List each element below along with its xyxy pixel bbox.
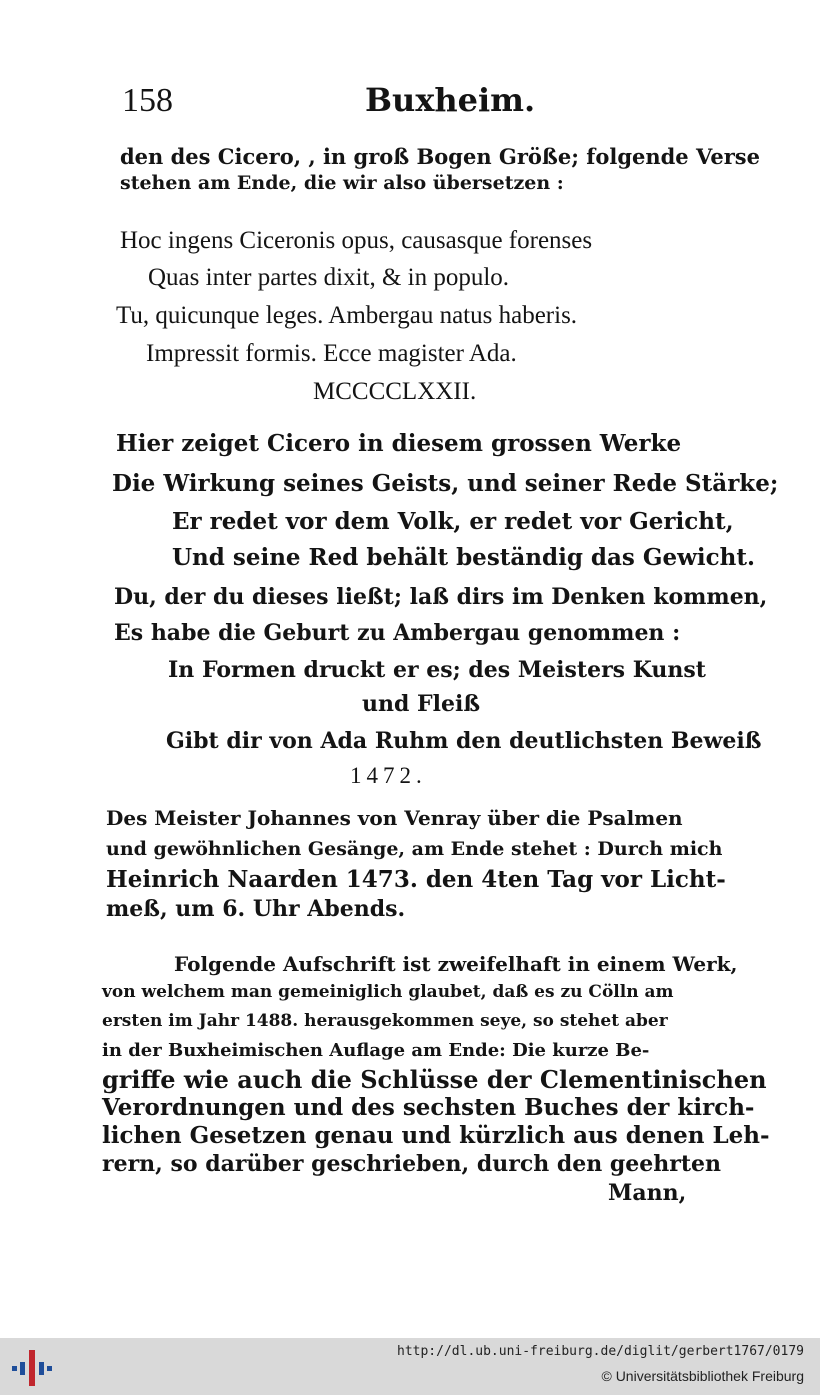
paragraph-1-line-4: meß, um 6. Uhr Abends.: [106, 896, 406, 922]
permalink-url[interactable]: http://dl.ub.uni-freiburg.de/diglit/gerbert1767/0179: [397, 1344, 804, 1359]
paragraph-2-line-2: von welchem man gemeiniglich glaubet, daß es zu Cölln am: [102, 982, 674, 1002]
latin-verse-line-1: Hoc ingens Ciceronis opus, causasque forenses: [120, 227, 593, 254]
ub-freiburg-logo-icon: [12, 1350, 52, 1386]
german-verse-line-8: und Fleiß: [362, 691, 481, 717]
intro-line-1: den des Cicero, , in groß Bogen Größe; folgende Verse: [120, 144, 760, 169]
paragraph-2-line-9: Mann,: [608, 1180, 687, 1206]
page-number: 158: [122, 82, 173, 119]
german-verse-line-2: Die Wirkung seines Geists, und seiner Rede Stärke;: [112, 470, 779, 497]
german-verse-line-6: Es habe die Geburt zu Ambergau genommen :: [114, 620, 681, 646]
paragraph-2-line-4: in der Buxheimischen Auflage am Ende: Die kurze Be-: [102, 1040, 650, 1061]
latin-verse-year: MCCCCLXXII.: [313, 378, 477, 405]
intro-line-2: stehen am Ende, die wir also übersetzen :: [120, 172, 564, 194]
german-verse-year: 1472.: [350, 763, 427, 788]
library-footer-bar: [0, 1338, 820, 1395]
german-verse-line-4: Und seine Red behält beständig das Gewicht.: [172, 544, 756, 571]
paragraph-2-line-3: ersten im Jahr 1488. herausgekommen seye, so stehet aber: [102, 1011, 668, 1031]
latin-verse-line-4: Impressit formis. Ecce magister Ada.: [146, 340, 517, 367]
latin-verse-line-3: Tu, quicunque leges. Ambergau natus haberis.: [116, 302, 578, 329]
paragraph-1-line-3: Heinrich Naarden 1473. den 4ten Tag vor Licht-: [106, 866, 726, 893]
paragraph-2-line-5: griffe wie auch die Schlüsse der Clementinischen: [102, 1065, 767, 1094]
paragraph-2-line-8: rern, so darüber geschrieben, durch den geehrten: [102, 1151, 722, 1177]
running-title: Buxheim.: [365, 81, 536, 119]
german-verse-line-5: Du, der du dieses ließt; laß dirs im Denken kommen,: [114, 584, 768, 610]
paragraph-1-line-1: Des Meister Johannes von Venray über die Psalmen: [106, 806, 683, 830]
paragraph-2-line-6: Verordnungen und des sechsten Buches der kirch-: [102, 1094, 755, 1121]
paragraph-2-line-7: lichen Gesetzen genau und kürzlich aus denen Leh-: [102, 1122, 770, 1149]
german-verse-line-7: In Formen druckt er es; des Meisters Kunst: [168, 657, 706, 683]
latin-verse-line-2: Quas inter partes dixit, & in populo.: [148, 264, 510, 291]
paragraph-1-line-2: und gewöhnlichen Gesänge, am Ende stehet : Durch mich: [106, 838, 723, 860]
copyright-notice: © Universitätsbibliothek Freiburg: [601, 1368, 804, 1384]
german-verse-line-9: Gibt dir von Ada Ruhm den deutlichsten Beweiß: [166, 728, 762, 754]
german-verse-line-1: Hier zeiget Cicero in diesem grossen Werke: [116, 430, 682, 457]
paragraph-2-line-1: Folgende Aufschrift ist zweifelhaft in einem Werk,: [174, 952, 738, 976]
german-verse-line-3: Er redet vor dem Volk, er redet vor Gericht,: [172, 508, 734, 535]
